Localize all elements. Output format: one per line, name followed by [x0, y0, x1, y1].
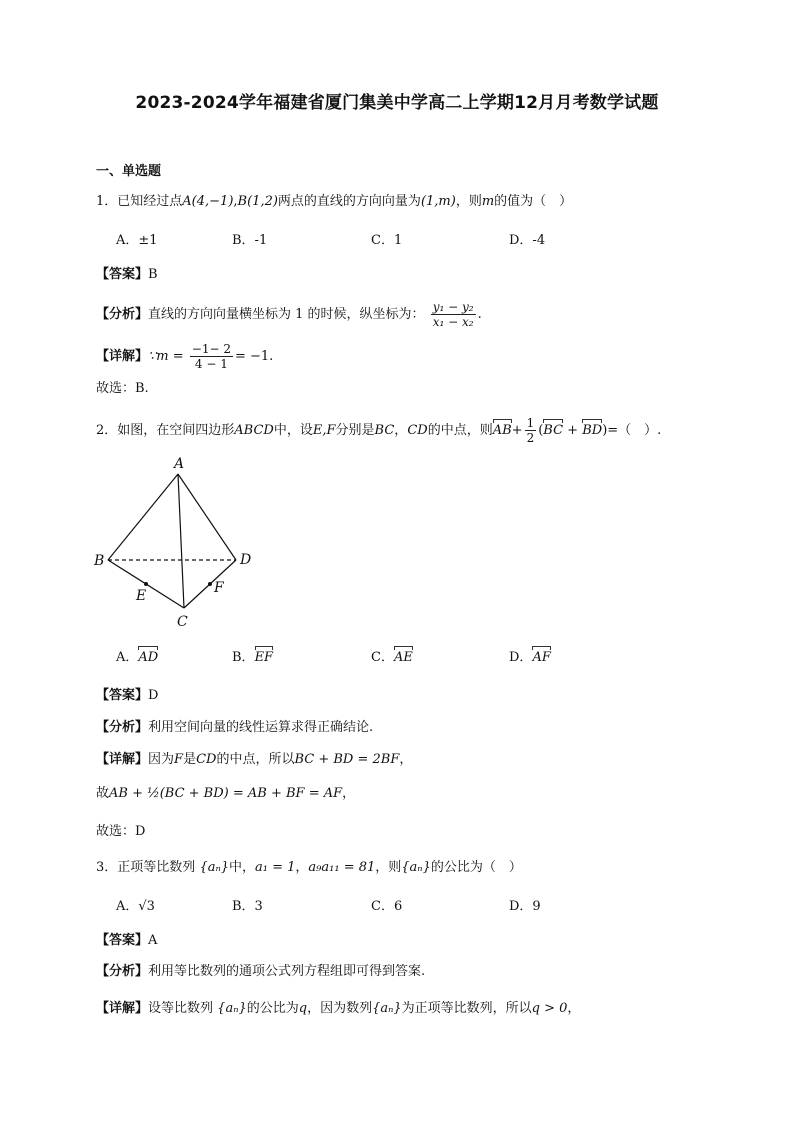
label-f: F [214, 580, 224, 596]
q3-analysis: 【分析】利用等比数列的通项公式列方程组即可得到答案. [96, 964, 426, 979]
point-f-dot [208, 582, 212, 586]
q2-option-d: D．AF [509, 648, 551, 668]
q1-option-c: C．1 [371, 233, 403, 248]
q3-detail: 【详解】设等比数列 {aₙ}的公比为q，因为数列{aₙ}为正项等比数列，所以q > 0， [96, 1001, 581, 1016]
q1-option-d: D．-4 [509, 233, 546, 248]
q1-answer: 【答案】B [96, 267, 158, 282]
question-1: 1．已知经过点A(4,−1),B(1,2)两点的直线的方向向量为(1,m)，则m的值为（ ） [96, 194, 573, 209]
q2-option-c: C．AE [371, 648, 413, 668]
detail-fraction: $\frac{-1- 2}{4 - 1}$ [191, 342, 231, 371]
point-b: B(1,2) [237, 194, 278, 209]
label-b: B [94, 553, 105, 569]
label-e: E [136, 588, 147, 604]
q3-option-d: D．9 [509, 899, 541, 914]
q2-analysis: 【分析】利用空间向量的线性运算求得正确结论. [96, 720, 374, 735]
question-3: 3．正项等比数列 {aₙ}中，a₁ = 1，a₉a₁₁ = 81，则{aₙ}的公比为（ ） [96, 860, 522, 875]
question-number: 1． [96, 194, 118, 209]
tetrahedron-diagram [90, 452, 270, 632]
q3-option-b: B．3 [232, 899, 263, 914]
q3-answer: 【答案】A [96, 933, 158, 948]
slope-fraction: $\frac{\text{y₁ − y₂}}{\text{x₁ − x₂}}$ [432, 300, 474, 329]
q2-choice: 故选：D [96, 824, 146, 839]
q1-option-b: B．-1 [232, 233, 268, 248]
direction-vector: (1,m) [420, 194, 456, 209]
q3-option-a: A．√3 [116, 899, 155, 914]
q2-option-a: A．AD [116, 648, 158, 668]
q2-detail: 【详解】因为F是CD的中点，所以BC + BD = 2BF， [96, 752, 413, 767]
q1-choice: 故选：B. [96, 381, 149, 396]
q2-option-b: B．EF [232, 648, 273, 668]
label-a: A [174, 456, 185, 472]
q1-option-a: A．±1 [116, 233, 158, 248]
question-2: 2．如图，在空间四边形ABCD中，设E,F分别是BC，CD的中点，则AB+ $\frac{1}{2}$ (BC + BD)=（ ）. [96, 416, 662, 445]
point-e-dot [144, 582, 148, 586]
q1-analysis: 【分析】直线的方向向量横坐标为 1 的时候，纵坐标为： $\frac{\text{y₁ − y₂}}{\text{x₁ − x₂}}$ . [96, 300, 482, 329]
q3-option-c: C．6 [371, 899, 403, 914]
point-a: A(4,−1) [182, 194, 234, 209]
q2-answer: 【答案】D [96, 688, 159, 703]
section-heading: 一、单选题 [96, 164, 162, 179]
q2-detail-2: 故AB + ½(BC + BD) = AB + BF = AF， [96, 786, 356, 801]
label-c: C [177, 614, 188, 630]
page-title: 2023-2024学年福建省厦门集美中学高二上学期12月月考数学试题 [135, 93, 659, 113]
q1-detail: 【详解】∵m = $\frac{-1- 2}{4 - 1}$ = −1. [96, 342, 274, 371]
label-d: D [240, 552, 252, 568]
